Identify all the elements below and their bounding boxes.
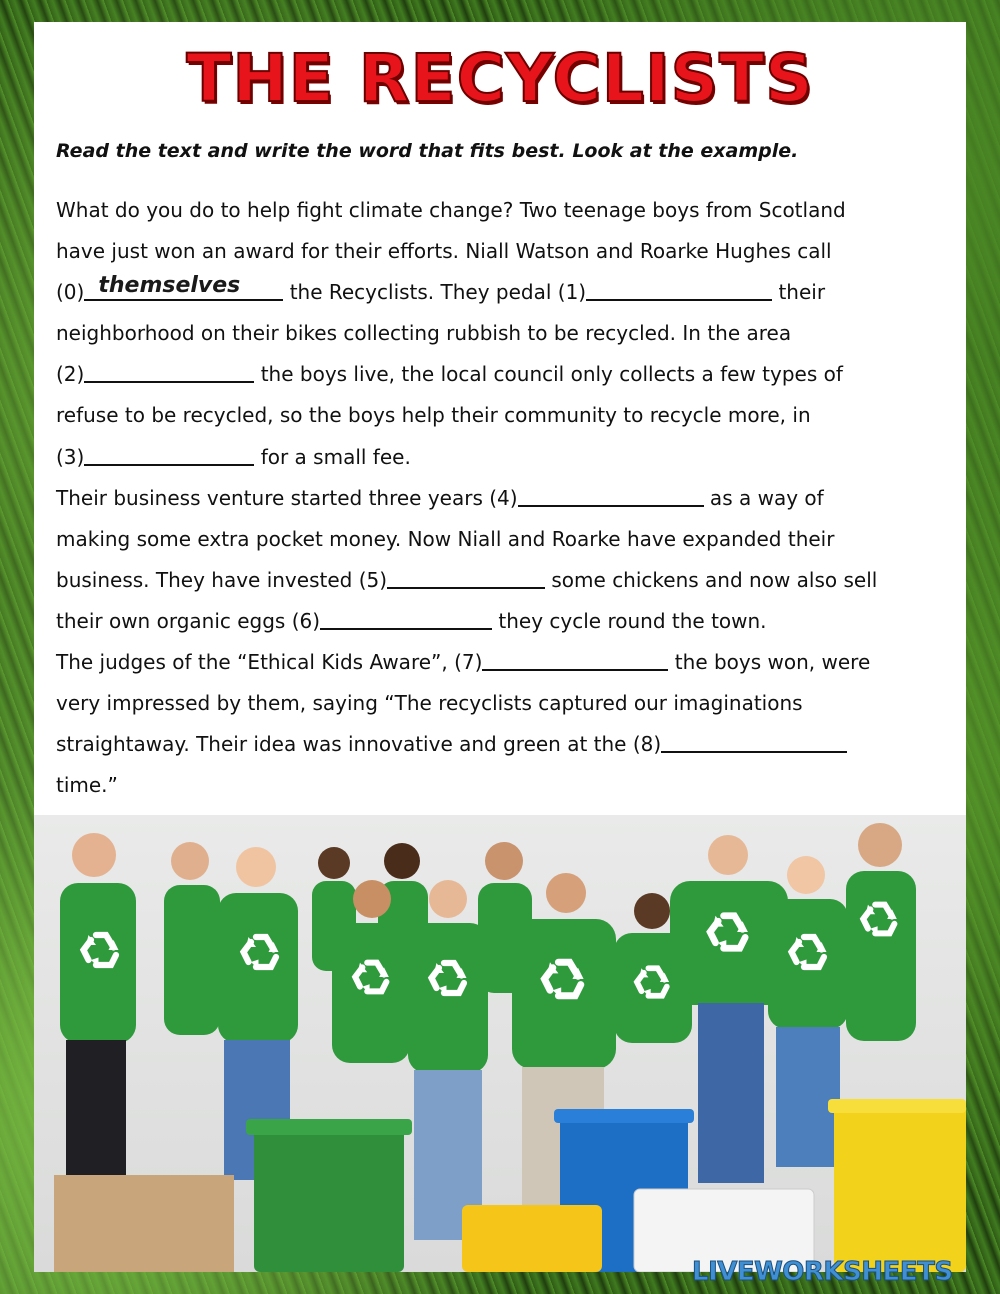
- answer-field-8[interactable]: [661, 731, 847, 753]
- passage-line: The judges of the “Ethical Kids Aware”, (7) the boys won, were: [56, 650, 871, 675]
- passage-line: very impressed by them, saying “The recyclists captured our imaginations: [56, 691, 803, 716]
- passage-line: (2) the boys live, the local council only collects a few types of: [56, 362, 843, 387]
- answer-field-6[interactable]: [320, 608, 492, 630]
- passage-line: (3) for a small fee.: [56, 444, 411, 469]
- page-title: THE RECYCLISTS: [186, 40, 814, 117]
- answer-field-7[interactable]: [482, 649, 668, 671]
- passage-line: making some extra pocket money. Now Niall and Roarke have expanded their: [56, 526, 835, 551]
- passage-line: Their business venture started three years (4) as a way of: [56, 485, 824, 510]
- passage-line: have just won an award for their efforts. Niall Watson and Roarke Hughes call: [56, 239, 832, 264]
- passage-line: neighborhood on their bikes collecting rubbish to be recycled. In the area: [56, 321, 792, 346]
- passage-line: refuse to be recycled, so the boys help their community to recycle more, in: [56, 403, 811, 428]
- passage-line: (0) themselves the Recyclists. They pedal (1) their: [56, 272, 956, 313]
- passage-line: time.”: [56, 773, 118, 798]
- passage: [56, 190, 956, 806]
- answer-field-0[interactable]: [84, 273, 283, 301]
- passage-line: business. They have invested (5) some chickens and now also sell: [56, 567, 878, 592]
- passage-line: What do you do to help fight climate change? Two teenage boys from Scotland: [56, 198, 846, 222]
- answer-field-3[interactable]: [84, 444, 254, 466]
- passage-line: straightaway. Their idea was innovative and green at the (8): [56, 724, 956, 765]
- example-answer: themselves: [98, 273, 241, 299]
- liveworksheets-logo: LIVEWORKSHEETS: [692, 1257, 953, 1287]
- instructions: Read the text and write the word that fits best. Look at the example.: [56, 140, 799, 162]
- passage-line: their own organic eggs (6) they cycle round the town.: [56, 608, 767, 633]
- answer-field-4[interactable]: [518, 485, 704, 507]
- answer-field-5[interactable]: [387, 567, 545, 589]
- group-photo-illustration: [34, 815, 966, 1272]
- worksheet-page: [34, 22, 966, 1272]
- group-photo: [34, 815, 966, 1272]
- answer-field-2[interactable]: [84, 361, 254, 383]
- answer-field-1[interactable]: [586, 279, 772, 301]
